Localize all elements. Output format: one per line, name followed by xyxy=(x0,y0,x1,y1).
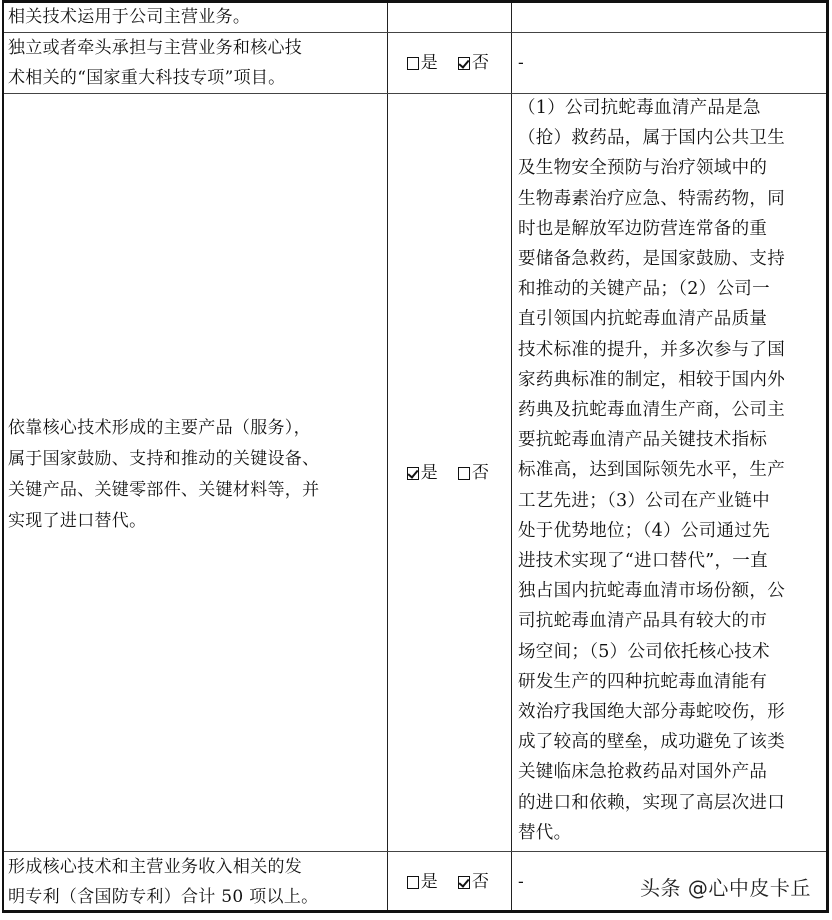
criterion-line: 明专利（含国防专利）合计 50 项以上。 xyxy=(8,887,319,907)
table-row-3-criterion xyxy=(8,852,380,912)
detail-line: 家药典标准的制定，相较于国内外 xyxy=(518,369,785,390)
criterion-line: 依靠核心技术形成的主要产品（服务）， xyxy=(8,418,311,438)
detail-text: - xyxy=(518,872,525,892)
detail-line: 要储备急救药，是国家鼓励、支持 xyxy=(518,249,785,270)
checkbox-unchecked-icon[interactable] xyxy=(407,57,419,70)
detail-line: 生物毒素治疗应急、特需药物，同 xyxy=(518,188,785,209)
detail-line: 独占国内抗蛇毒血清市场份额，公 xyxy=(518,581,785,602)
criterion-line: 形成核心技术和主营业务收入相关的发 xyxy=(8,857,303,877)
detail-line: 司抗蛇毒血清产品具有较大的市 xyxy=(518,611,768,632)
detail-line: 要抗蛇毒血清产品关键技术指标 xyxy=(518,430,768,451)
yes-option[interactable] xyxy=(407,48,438,78)
detail-line: 效治疗我国绝大部分毒蛇咬伤，形 xyxy=(518,702,785,723)
no-option[interactable] xyxy=(458,48,489,78)
detail-line: 的进口和依赖，实现了高层次进口 xyxy=(518,792,785,813)
checkbox-checked-icon[interactable] xyxy=(458,57,470,70)
criterion-text: 相关技术运用于公司主营业务。 xyxy=(8,7,251,27)
table-row-1-options xyxy=(386,33,510,93)
detail-line: 场空间；（5）公司依托核心技术 xyxy=(518,641,770,662)
criterion-line: 术相关的“国家重大科技专项”项目。 xyxy=(8,68,286,88)
no-label: 否 xyxy=(472,463,490,483)
no-option[interactable] xyxy=(458,867,489,897)
detail-text: - xyxy=(518,53,525,73)
detail-line: 关键临床急抢救药品对国外产品 xyxy=(518,762,768,783)
detail-line: 时也是解放军边防营连常备的重 xyxy=(518,218,768,239)
no-option[interactable] xyxy=(458,458,489,488)
table-row-1-criterion xyxy=(8,33,380,93)
no-label: 否 xyxy=(472,872,490,892)
checkbox-checked-icon[interactable] xyxy=(458,876,470,889)
table-row-2-detail xyxy=(518,93,818,848)
table-row-2-options xyxy=(386,443,510,503)
detail-line: （抢）救药品，属于国内公共卫生 xyxy=(518,128,785,149)
detail-line: 进技术实现了“进口替代”，一直 xyxy=(518,551,768,572)
detail-line: 成了较高的壁垒，成功避免了该类 xyxy=(518,732,785,753)
yes-option[interactable] xyxy=(407,458,438,488)
table-row-1-detail xyxy=(518,48,818,78)
detail-line: 和推动的关键产品；（2）公司一 xyxy=(518,279,770,300)
table-row-3-options xyxy=(386,852,510,912)
criterion-line: 关键产品、关键零部件、关键材料等，并 xyxy=(8,480,320,500)
no-label: 否 xyxy=(472,53,490,73)
column-divider xyxy=(511,3,512,910)
detail-line: （1）公司抗蛇毒血清产品是急 xyxy=(518,98,761,118)
yes-option[interactable] xyxy=(407,867,438,897)
detail-line: 替代。 xyxy=(518,822,572,843)
criterion-line: 属于国家鼓励、支持和推动的关键设备、 xyxy=(8,449,320,469)
table-row-2-criterion xyxy=(8,413,380,537)
detail-line: 标准高，达到国际领先水平，生产 xyxy=(518,460,785,481)
yes-label: 是 xyxy=(420,872,438,892)
criterion-line: 实现了进口替代。 xyxy=(8,511,147,531)
yes-label: 是 xyxy=(420,463,438,483)
detail-line: 药典及抗蛇毒血清生产商，公司主 xyxy=(518,400,785,421)
checkbox-unchecked-icon[interactable] xyxy=(458,467,470,480)
criterion-line: 独立或者牵头承担与主营业务和核心技 xyxy=(8,38,303,58)
detail-line: 技术标准的提升，并多次参与了国 xyxy=(518,339,785,360)
detail-line: 工艺先进；（3）公司在产业链中 xyxy=(518,490,770,511)
table-row-0-criterion xyxy=(8,2,380,32)
checkbox-unchecked-icon[interactable] xyxy=(407,876,419,889)
detail-line: 研发生产的四种抗蛇毒血清能有 xyxy=(518,671,768,692)
detail-line: 直引领国内抗蛇毒血清产品质量 xyxy=(518,309,768,330)
detail-line: 处于优势地位；（4）公司通过先 xyxy=(518,520,770,541)
checkbox-checked-icon[interactable] xyxy=(407,467,419,480)
detail-line: 及生物安全预防与治疗领域中的 xyxy=(518,158,768,179)
watermark: 头条 @心中皮卡丘 xyxy=(640,876,811,900)
yes-label: 是 xyxy=(420,53,438,73)
